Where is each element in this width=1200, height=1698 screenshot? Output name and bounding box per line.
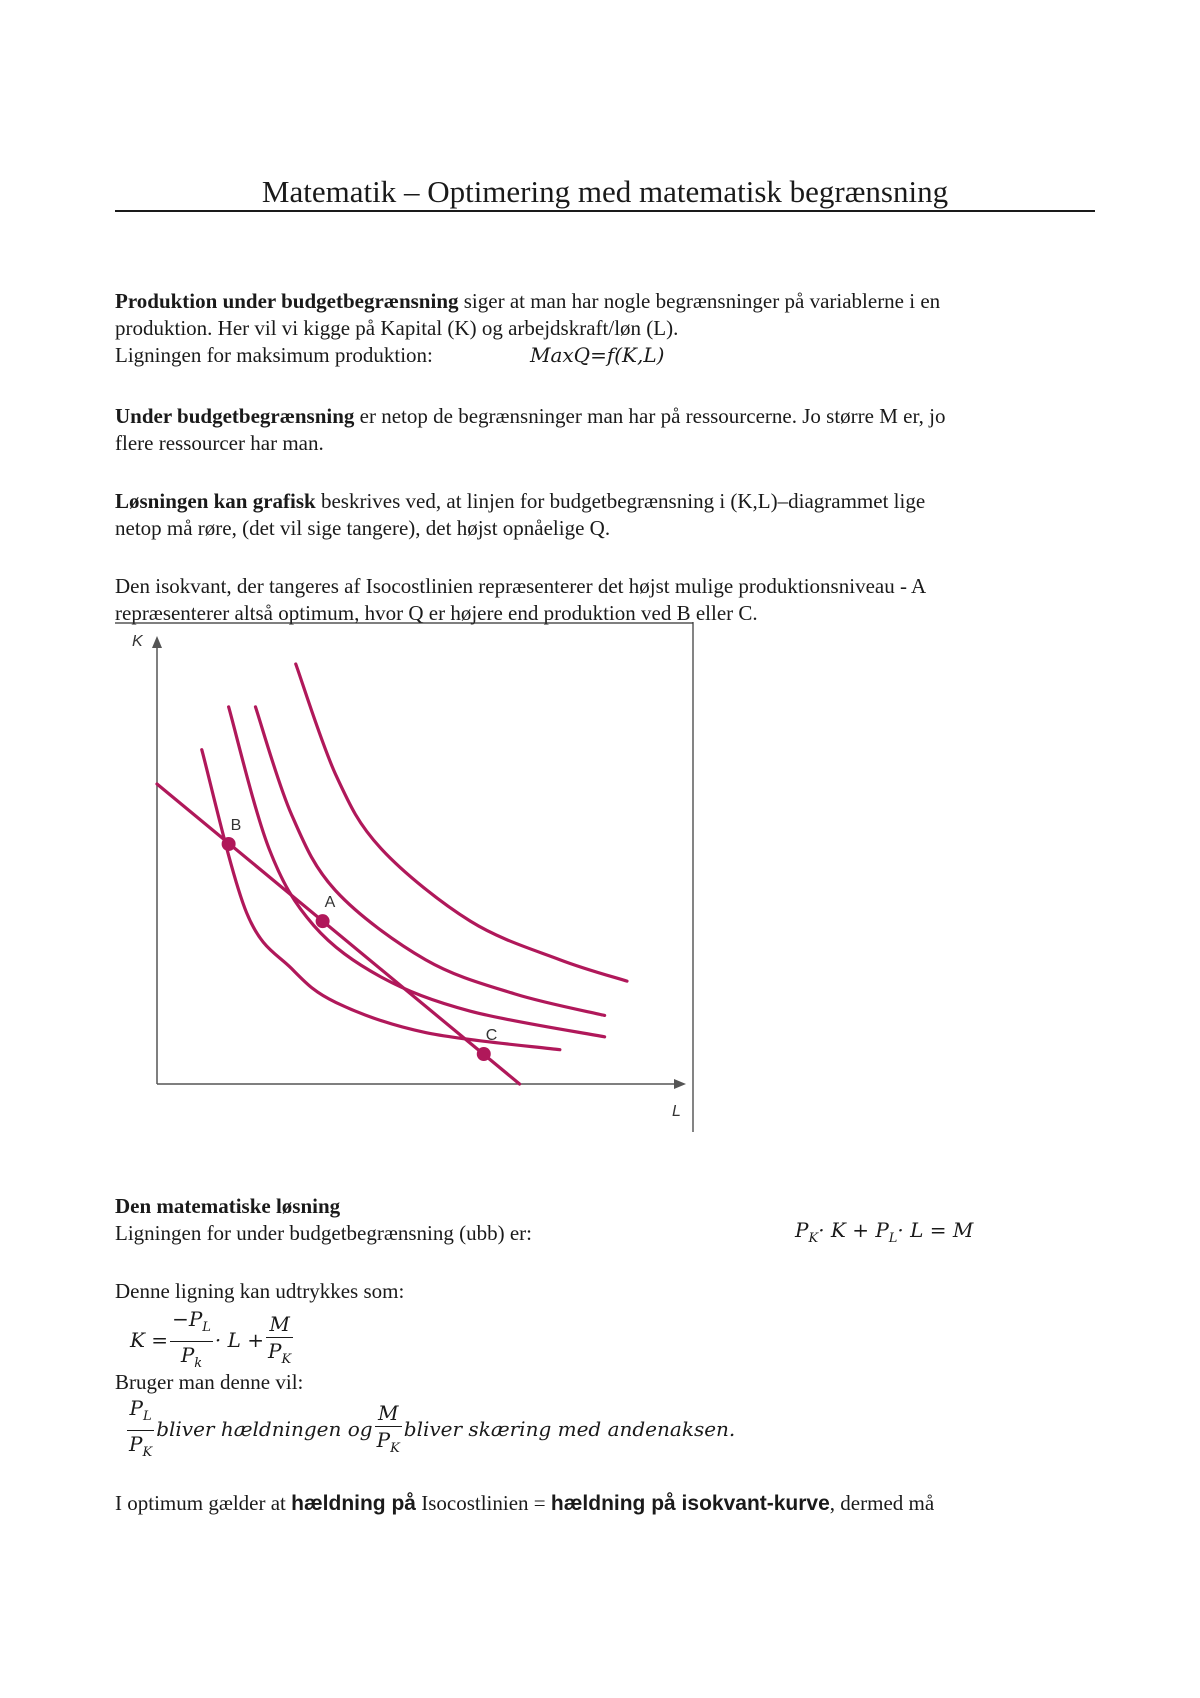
point-b: [222, 837, 236, 851]
s2-line1: Ligningen for under budgetbegrænsning (ubb) er:: [115, 1221, 532, 1245]
p1-rest: siger at man har nogle begrænsninger på variablerne i en: [458, 289, 941, 313]
page-title: Matematik – Optimering med matematisk begrænsning: [261, 174, 949, 209]
p4-line1: Den isokvant, der tangeres af Isocostlinien repræsenterer det højst mulige produktionsniveau - A: [115, 574, 927, 598]
s2-last-line: [115, 1490, 934, 1517]
isocost-line: [157, 784, 520, 1084]
last-e: , dermed må: [829, 1491, 935, 1515]
s2-line3: Bruger man denne vil:: [115, 1370, 304, 1394]
y-axis-label: K: [132, 633, 143, 650]
isoquant-curve-1: [202, 750, 560, 1050]
slope-text: bliver hældningen og: [156, 1417, 373, 1441]
p1-line2: produktion. Her vil vi kigge på Kapital (K) og arbejdskraft/løn (L).: [115, 316, 679, 340]
point-b-label: B: [230, 817, 242, 834]
s2-line2: Denne ligning kan udtrykkes som:: [115, 1279, 405, 1303]
last-b: hældning på: [291, 1492, 416, 1515]
p1-line1: [115, 288, 940, 314]
slope-intercept-line: $\frac{P_L}{P_K}$ bliver hældningen og $\frac{M}{P_K}$ bliver skæring med andenaksen.: [129, 1396, 736, 1460]
title-underline: [115, 210, 1095, 212]
isoquant-chart: [115, 622, 695, 1132]
p2-line2: flere ressourcer har man.: [115, 431, 324, 455]
p3-line1: [115, 488, 925, 514]
intercept-text: bliver skæring med andenaksen.: [403, 1417, 736, 1441]
chart-svg: [115, 622, 695, 1132]
point-c: [477, 1047, 491, 1061]
point-a: [316, 914, 330, 928]
last-d: hældning på isokvant-kurve: [550, 1492, 830, 1515]
last-c: Isocostlinien =: [415, 1491, 551, 1515]
budget-equation: $P_K\cdot K + P_L\cdot L = M$: [795, 1218, 974, 1246]
p2-bold: Under budgetbegrænsning: [115, 404, 355, 428]
isoquant-curve-3: [255, 707, 604, 1016]
p3-line2: netop må røre, (det vil sige tangere), det højst opnåelige Q.: [115, 516, 611, 540]
p4-line2: repræsenterer altså optimum, hvor Q er højere end produktion ved B eller C.: [115, 601, 758, 625]
p3-rest: beskrives ved, at linjen for budgetbegrænsning i (K,L)–diagrammet lige: [315, 489, 926, 513]
k-equation: K = $\frac{-P_L}{P_k}$ · L + $\frac{M}{P_K}$: [130, 1307, 292, 1371]
p2-line1: [115, 403, 945, 429]
point-c-label: C: [485, 1027, 498, 1044]
max-production-formula: MaxQ=f(K,L): [530, 343, 665, 367]
p1-line3: [115, 342, 433, 368]
s2-heading: Den matematiske løsning: [115, 1194, 341, 1218]
last-a: I optimum gælder at: [115, 1491, 292, 1515]
isoquant-curve-4: [296, 664, 627, 981]
y-axis-arrow: [152, 636, 162, 648]
x-axis-arrow: [674, 1079, 686, 1089]
x-axis-label: L: [672, 1103, 681, 1120]
isoquant-curve-2: [229, 707, 605, 1037]
p2-rest: er netop de begrænsninger man har på ressourcerne. Jo større M er, jo: [354, 404, 946, 428]
p1-bold: Produktion under budgetbegrænsning: [115, 289, 459, 313]
p3-bold: Løsningen kan grafisk: [115, 489, 316, 513]
point-a-label: A: [324, 894, 336, 912]
p1-line3-text: Ligningen for maksimum produktion:: [115, 343, 433, 367]
